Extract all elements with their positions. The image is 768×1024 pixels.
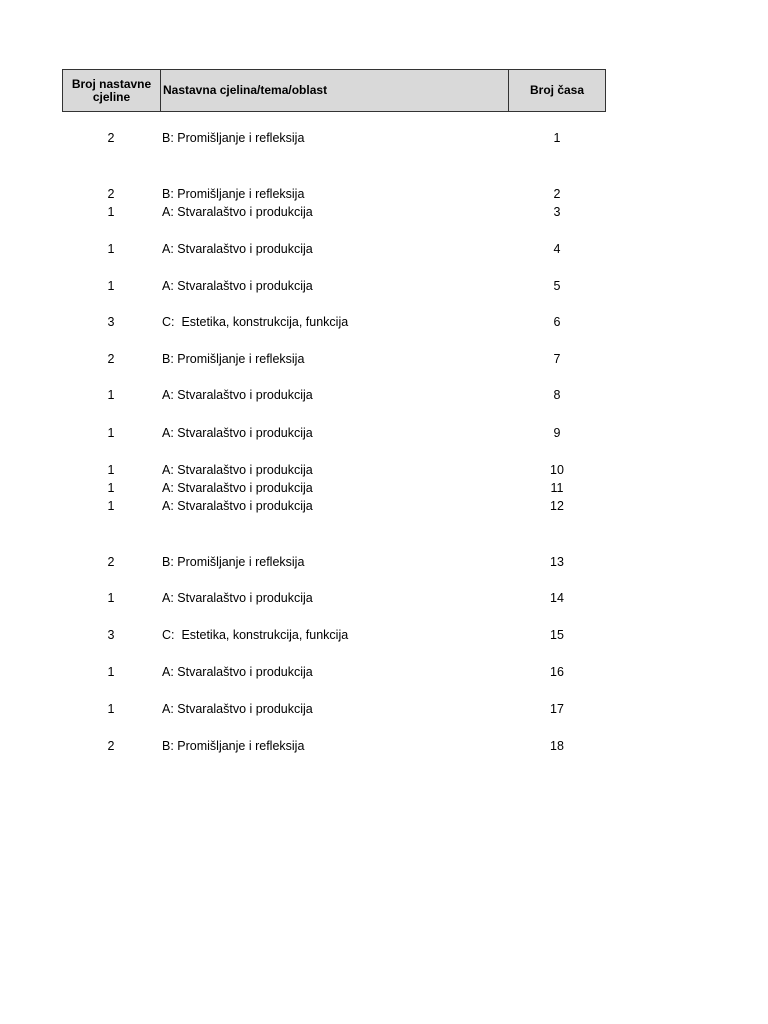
row-hour: 10 [550,463,564,477]
table-row [62,387,606,403]
row-topic: B: Promišljanje i refleksija [162,131,305,145]
table-row [62,314,606,330]
table-row [62,204,606,220]
row-topic: A: Stvaralaštvo i produkcija [162,702,313,716]
row-topic: A: Stvaralaštvo i produkcija [162,463,313,477]
row-unit-number: 1 [107,242,115,256]
row-unit-number: 2 [107,131,115,145]
row-topic: A: Stvaralaštvo i produkcija [162,499,313,513]
row-hour: 1 [553,131,561,145]
row-topic: A: Stvaralaštvo i produkcija [162,591,313,605]
row-topic: B: Promišljanje i refleksija [162,555,305,569]
row-hour: 14 [550,591,564,605]
row-unit-number: 2 [107,352,115,366]
row-hour: 7 [553,352,561,366]
row-unit-number: 2 [107,555,115,569]
table-row [62,498,606,514]
table-row [62,664,606,680]
row-hour: 11 [550,481,564,495]
row-hour: 16 [550,665,564,679]
row-unit-number: 3 [107,315,115,329]
table-row [62,701,606,717]
row-unit-number: 1 [107,463,115,477]
row-unit-number: 2 [107,187,115,201]
row-topic: B: Promišljanje i refleksija [162,739,305,753]
row-hour: 13 [550,555,564,569]
row-hour: 9 [553,426,561,440]
table-row [62,627,606,643]
header-hour: Broj časa [529,83,585,97]
table-row [62,462,606,478]
row-unit-number: 1 [107,388,115,402]
row-unit-number: 1 [107,591,115,605]
row-unit-number: 1 [107,205,115,219]
row-unit-number: 2 [107,739,115,753]
row-unit-number: 1 [107,426,115,440]
table-row [62,480,606,496]
row-topic: B: Promišljanje i refleksija [162,187,305,201]
row-unit-number: 1 [107,702,115,716]
table-row [62,278,606,294]
row-topic: C: Estetika, konstrukcija, funkcija [162,628,349,642]
table-row [62,590,606,606]
table-row [62,425,606,441]
table-row [62,738,606,754]
row-hour: 4 [553,242,561,256]
row-hour: 12 [550,499,564,513]
row-topic: B: Promišljanje i refleksija [162,352,305,366]
row-unit-number: 3 [107,628,115,642]
row-topic: A: Stvaralaštvo i produkcija [162,242,313,256]
row-hour: 15 [550,628,564,642]
table-header [62,69,606,112]
row-unit-number: 1 [107,481,115,495]
row-topic: A: Stvaralaštvo i produkcija [162,205,313,219]
row-topic: C: Estetika, konstrukcija, funkcija [162,315,349,329]
row-topic: A: Stvaralaštvo i produkcija [162,481,313,495]
table-row [62,186,606,202]
row-topic: A: Stvaralaštvo i produkcija [162,388,313,402]
row-topic: A: Stvaralaštvo i produkcija [162,665,313,679]
row-unit-number: 1 [107,499,115,513]
row-unit-number: 1 [107,279,115,293]
row-hour: 2 [553,187,561,201]
header-unit-number: Broj nastavne cjeline [63,70,161,111]
table-row [62,554,606,570]
row-hour: 8 [553,388,561,402]
table-row [62,351,606,367]
table-row [62,130,606,146]
row-topic: A: Stvaralaštvo i produkcija [162,279,313,293]
row-hour: 18 [550,739,564,753]
row-hour: 5 [553,279,561,293]
row-topic: A: Stvaralaštvo i produkcija [162,426,313,440]
header-topic: Nastavna cjelina/tema/oblast [161,70,509,111]
row-unit-number: 1 [107,665,115,679]
row-hour: 6 [553,315,561,329]
table-row [62,241,606,257]
row-hour: 3 [553,205,561,219]
row-hour: 17 [550,702,564,716]
